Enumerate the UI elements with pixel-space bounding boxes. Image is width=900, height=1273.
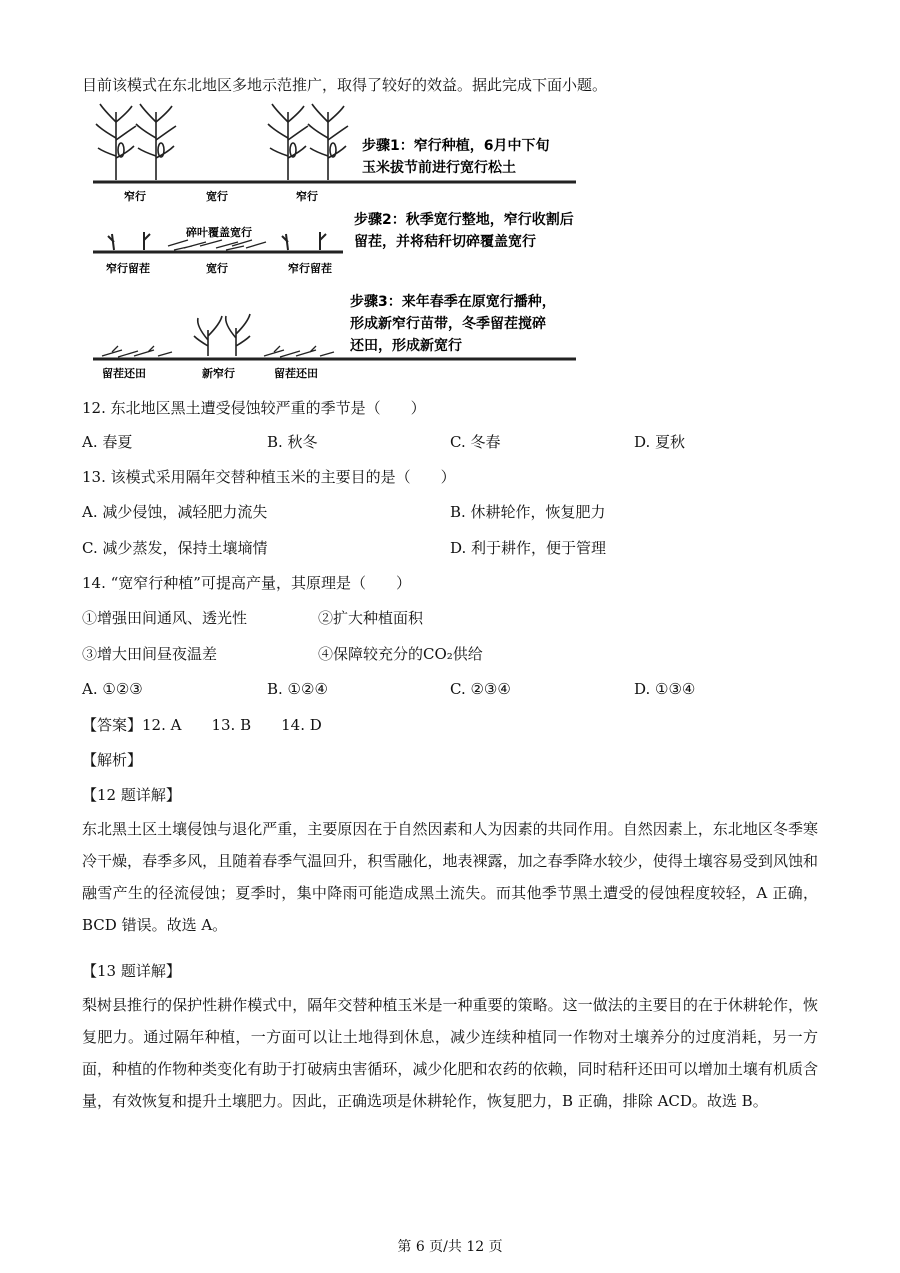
label-wide-row: 宽行 — [206, 262, 228, 275]
intro-text: 目前该模式在东北地区多地示范推广，取得了较好的效益。据此完成下面小题。 — [82, 76, 608, 94]
label-narrow-row: 窄行 — [124, 190, 146, 203]
seedling-icon — [194, 314, 250, 356]
q14-option-c: C. ②③④ — [450, 680, 511, 698]
label-narrow-stubble: 窄行留茬 — [288, 262, 332, 275]
stubble-return-icon — [102, 346, 334, 357]
label-straw-cover: 碎叶覆盖宽行 — [186, 226, 252, 239]
corn-plant-icon — [96, 104, 136, 180]
farming-steps-figure — [88, 100, 588, 390]
step1-text-line2: 玉米拔节前进行宽行松土 — [362, 160, 516, 176]
step2-text-line2: 留茬，并将秸秆切碎覆盖宽行 — [354, 234, 536, 250]
detail-13-body: 梨树县推行的保护性耕作模式中，隔年交替种植玉米是一种重要的策略。这一做法的主要目的在于休耕轮作，恢复肥力。通过隔年种植，一方面可以让土地得到休息，减少连续种植同一作物对土壤养分的过度消耗，另一方面，种植的作物种类变化有助于打破病虫害循环，减少化肥和农药的依赖，同时秸秆还田可以增加土壤有机质含量，有效恢复和提升土壤肥力。因此，正确选项是休耕轮作，恢复肥力，B 正确，排除 ACD。故选 B。 — [82, 996, 818, 1110]
q14-option-a: A. ①②③ — [82, 680, 143, 698]
q14-statement-2: ②扩大种植面积 — [318, 609, 424, 627]
q13-option-c: C. 减少蒸发，保持土壤墒情 — [82, 539, 268, 557]
step3-text-line3: 还田，形成新宽行 — [350, 338, 462, 354]
label-narrow-stubble: 窄行留茬 — [106, 262, 150, 275]
question-13-stem: 13. 该模式采用隔年交替种植玉米的主要目的是（ ） — [82, 468, 456, 486]
label-wide-row: 宽行 — [206, 190, 228, 203]
question-12-stem: 12. 东北地区黑土遭受侵蚀较严重的季节是（ ） — [82, 399, 426, 417]
step2-text-line1: 步骤2：秋季宽行整地，窄行收割后 — [354, 212, 574, 228]
label-stubble-return: 留茬还田 — [102, 367, 146, 380]
q12-option-c: C. 冬春 — [450, 433, 501, 451]
q14-option-b: B. ①②④ — [267, 680, 328, 698]
q14-statement-3: ③增大田间昼夜温差 — [82, 645, 218, 663]
q13-option-b: B. 休耕轮作，恢复肥力 — [450, 503, 606, 521]
step1-text-line1: 步骤1：窄行种植，6月中下旬 — [362, 138, 550, 154]
shredded-straw-icon — [168, 240, 266, 250]
detail-12-body: 东北黑土区土壤侵蚀与退化严重，主要原因在于自然因素和人为因素的共同作用。自然因素上，东北地区冬季寒冷干燥，春季多风，且随着春季气温回升，积雪融化，地表裸露，加之春季降水较少，使得土壤容易受到风蚀和融雪产生的径流侵蚀；夏季时，集中降雨可能造成黑土流失。而其他季节黑土遭受的侵蚀程度较轻，A 正确，BCD 错误。故选 A。 — [82, 820, 818, 934]
label-narrow-row: 窄行 — [296, 190, 318, 203]
q12-option-d: D. 夏秋 — [634, 433, 686, 451]
corn-plant-icon — [308, 104, 348, 180]
corn-plant-icon — [268, 104, 308, 180]
detail-13-heading: 【13 题详解】 — [82, 962, 181, 980]
answer-key: 【答案】12. A 13. B 14. D — [82, 716, 322, 734]
q14-option-d: D. ①③④ — [634, 680, 696, 698]
q14-statement-1: ①增强田间通风、透光性 — [82, 609, 248, 627]
q13-option-d: D. 利于耕作，便于管理 — [450, 539, 607, 557]
step3-text-line2: 形成新窄行苗带，冬季留茬搅碎 — [350, 316, 546, 332]
q12-option-b: B. 秋冬 — [267, 433, 318, 451]
step3-text-line1: 步骤3：来年春季在原宽行播种， — [350, 294, 556, 310]
label-new-narrow-row: 新窄行 — [202, 367, 235, 380]
analysis-heading: 【解析】 — [82, 751, 143, 769]
q14-statement-4: ④保障较充分的CO₂供给 — [318, 645, 483, 663]
q12-option-a: A. 春夏 — [82, 433, 133, 451]
question-14-stem: 14. “宽窄行种植”可提高产量，其原理是（ ） — [82, 574, 411, 592]
label-stubble-return: 留茬还田 — [274, 367, 318, 380]
page-footer: 第 6 页/共 12 页 — [397, 1239, 503, 1255]
q13-option-a: A. 减少侵蚀，减轻肥力流失 — [82, 503, 268, 521]
detail-12-heading: 【12 题详解】 — [82, 786, 181, 804]
corn-plant-icon — [136, 104, 176, 180]
